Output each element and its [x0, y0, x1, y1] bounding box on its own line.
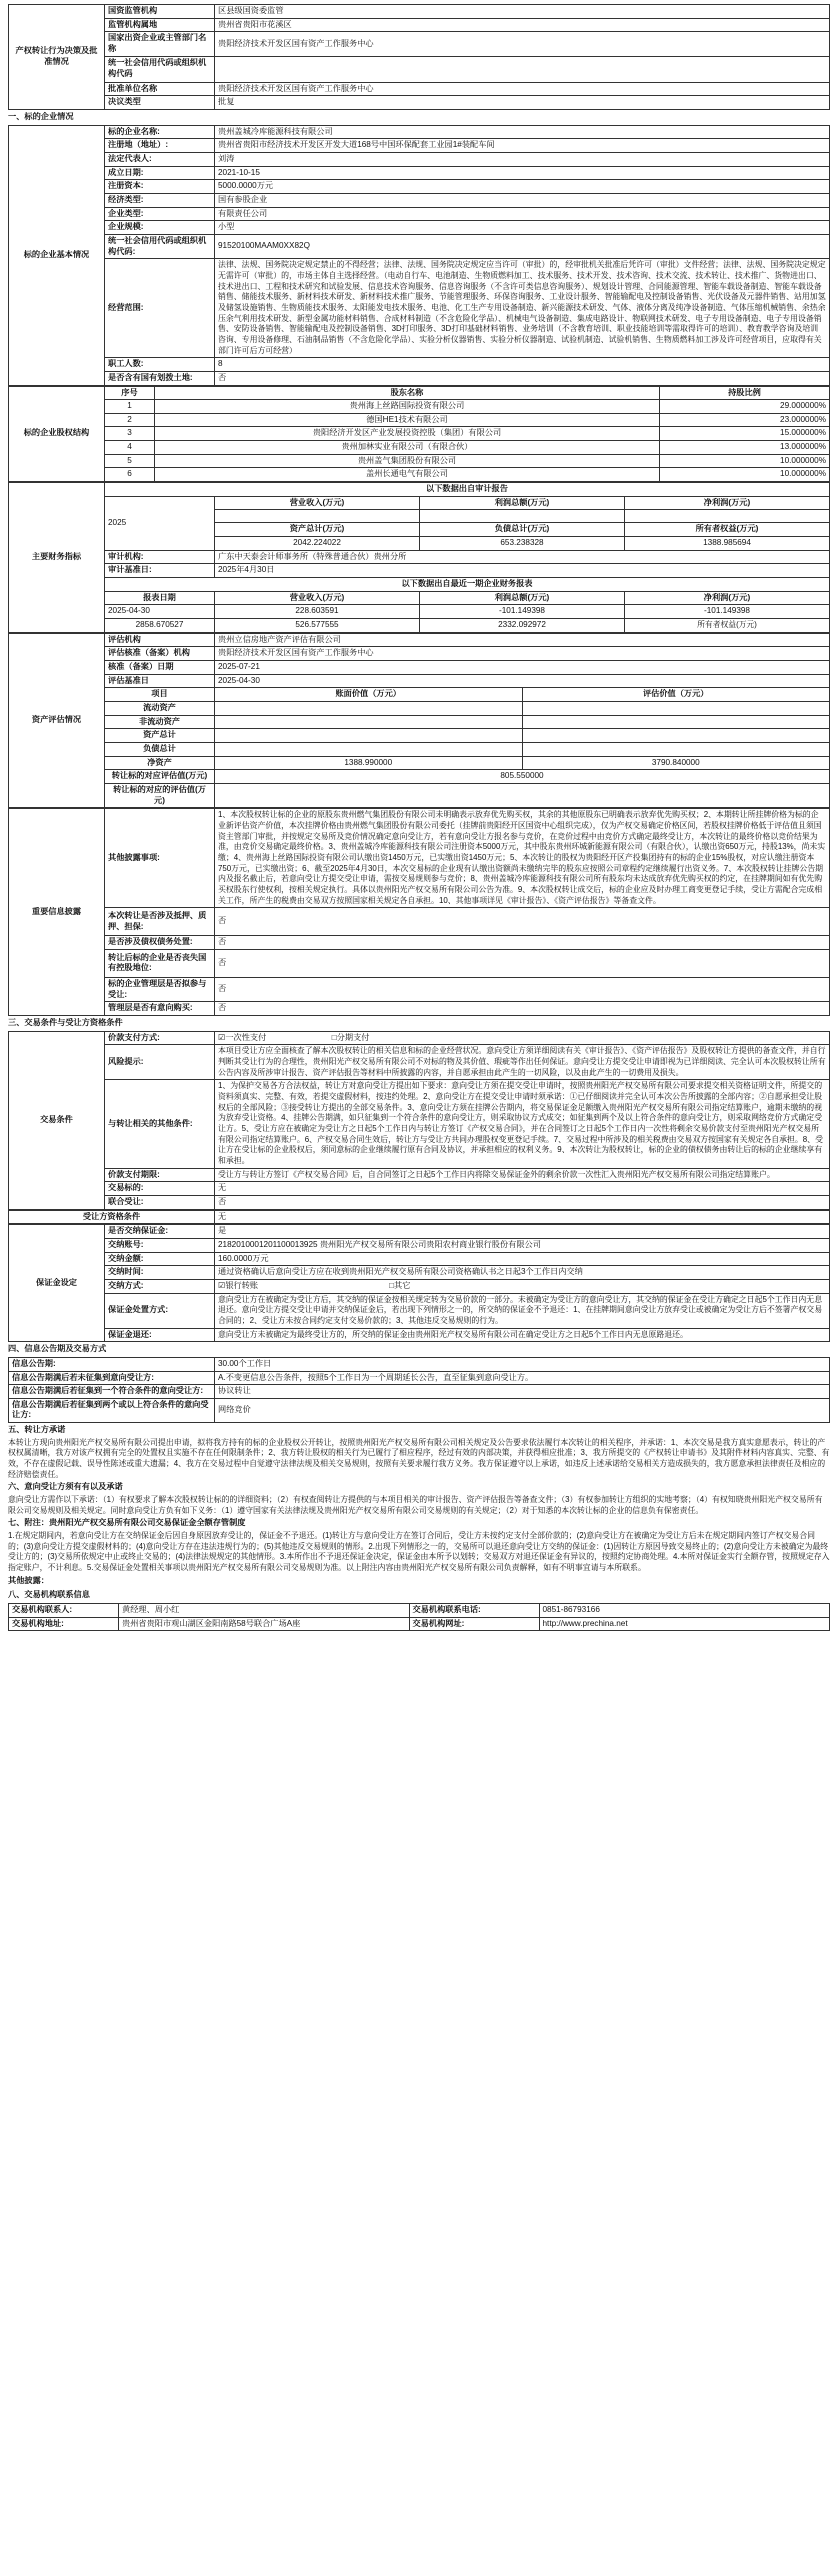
col-header: 所有者权益(万元)	[697, 620, 757, 630]
basic-value: 小型	[215, 221, 830, 235]
fs-revenue: 228.603591	[215, 605, 420, 619]
contact-address: 贵州省贵阳市观山湖区金阳南路58号联合广场A座	[119, 1617, 410, 1631]
qualification-label: 受让方资格条件	[9, 1210, 215, 1224]
valuation-label: 核准（备案）日期	[105, 660, 215, 674]
book-value	[215, 742, 523, 756]
contact-label: 交易机构地址:	[9, 1617, 119, 1631]
contact-person: 黄经理、周小红	[119, 1604, 410, 1618]
qualification-value: 无	[215, 1210, 830, 1224]
conditions-text: 1、为保护交易各方合法权益，转让方对意向受让方提出如下要求：意向受让方须在提交受让申请时，按照贵州阳光产权交易所有限公司要求提交相关资格证明文件，所提交的资料须真实、完整、有效，若提交虚假材料，按违约处理。2、意向受让方在提交受让申请时须承诺：①已仔细阅读并完全认可本次公告所披露的全部内容；②自愿承担受让股权后的全部风险；③接受转让方提出的全部交易条件。3、意向受让方须在挂牌公告期内，将交易保证金足额缴入贵州阳光产权交易所有限公司指定结算账户，逾期未缴纳的视为放弃受让资格。4、挂牌公告期满，如只征集到一个符合条件的意向受让方，则采取协议方式成交；如征集到两个及以上符合条件的意向受让方，则采取网络竞价方式确定受让方。5、受让方应在被确定为受让方之日起5个工作日内与转让方签订《产权交易合同》，并在合同签订之日起5个工作日内一次性将剩余交易价款支付至贵州阳光产权交易所有限公司指定结算账户。6、产权交易合同生效后，转让方与受让方共同办理股权变更登记手续。7、交易过程中所涉及的相关税费由交易双方按国家有关规定各自承担。8、受让方在受让标的企业股权后，须同意标的企业继续履行原有合同及协议，并承担相应的权利义务。9、本次转让为股权转让，标的企业的债权债务由转让后的标的企业继续享有和承担。	[215, 1080, 830, 1168]
holder-no: 4	[105, 441, 155, 455]
holder-no: 1	[105, 400, 155, 414]
valuation-side-label: 资产评估情况	[9, 633, 105, 808]
disclosure-label: 管理层是否有意向购买:	[105, 1002, 215, 1016]
disclosure-value: 否	[215, 977, 830, 1001]
approval-value: 区县级国资委监管	[215, 5, 830, 19]
basic-label: 职工人数:	[105, 358, 215, 372]
holders-side-label: 标的企业股权结构	[9, 386, 105, 482]
info-label: 信息公告期:	[9, 1357, 215, 1371]
basic-label: 标的企业名称:	[105, 125, 215, 139]
info-label: 信息公告期满后若未征集到意向受让方:	[9, 1371, 215, 1385]
basic-value: 2021-10-15	[215, 166, 830, 180]
col-header: 序号	[105, 386, 155, 400]
approval-value: 批复	[215, 96, 830, 110]
info-label: 信息公告期满后若征集到两个或以上符合条件的意向受让方:	[9, 1398, 215, 1422]
info-value: A.不变更信息公告条件，按照5个工作日为一个周期延长公告，直至征集到意向受让方。	[215, 1371, 830, 1385]
valuation-value: 贵州立信房地产资产评估有限公司	[215, 633, 830, 647]
finance-side-label: 主要财务指标	[9, 483, 105, 633]
eval-value	[522, 715, 830, 729]
basic-side-label: 标的企业基本情况	[9, 125, 105, 385]
approval-side-label: 产权转让行为决策及批准情况	[9, 5, 105, 110]
book-value: 1388.990000	[215, 756, 523, 770]
valuation-table	[8, 633, 830, 809]
basic-label: 统一社会信用代码或组织机构代码:	[105, 234, 215, 258]
deposit-rules-text: 1.在规定期间内，若意向受让方在交纳保证金后因自身原因放弃受让的，保证金不予退还。(1)转让方与意向受让方在签订合同后，受让方未按约定支付全部价款的；(2)意向受让方在被确定为受让方后未在规定期间内签订产权交易合同的；(3)意向受让方提交虚假材料的；(4)意向受让方存在违法违规行为的；(5)其他违反交易规则的情形。2.出现下列情形之一的，交易所可以退还意向受让方交纳的保证金：(1)因转让方原因导致交易终止的；(2)意向受让方未被确定为最终受让方的；(3)交易所依规定中止或终止交易的；(4)法律法规规定的其他情形。3.本所作出不予退还保证金决定，保证金由本所予以划转；交易双方对退还保证金有异议的，按照约定协商处理。4.本所对保证金实行全额存管，按照规定存入指定账户，不计利息。5.交易保证金处置相关事项以贵州阳光产权交易所有限公司交易规则为准。以上附注内容由贵州阳光产权交易所有限公司负责解释，如有不明事宜请与本所联系。	[8, 1531, 830, 1573]
deposit-value: 是	[215, 1225, 830, 1239]
approval-label: 批准单位名称	[105, 82, 215, 96]
table-row	[9, 701, 830, 715]
audit-assets: 2042.224022	[215, 537, 420, 551]
audit-date-value: 2025年4月30日	[215, 564, 830, 578]
table-row	[9, 441, 830, 455]
disclosure-value: 否	[215, 1002, 830, 1016]
holder-pct: 10.000000%	[660, 454, 830, 468]
contact-table	[8, 1603, 830, 1631]
qualification-table	[8, 1210, 830, 1225]
trade-value: 否	[215, 1195, 830, 1209]
deposit-time: 通过资格确认后意向受让方应在收到贵州阳光产权交易所有限公司资格确认书之日起3个工作日内交纳	[215, 1266, 830, 1280]
basic-label: 是否含有国有划拨土地:	[105, 371, 215, 385]
info-period-table	[8, 1357, 830, 1423]
holder-no: 2	[105, 413, 155, 427]
table-row	[9, 454, 830, 468]
col-header: 利润总额(万元)	[420, 496, 625, 510]
disclosure-label: 标的企业管理层是否拟参与受让:	[105, 977, 215, 1001]
disclosure-value: 否	[215, 908, 830, 936]
trade-label: 价款支付方式:	[105, 1031, 215, 1045]
disclosure-label: 转让后标的企业是否丧失国有控股地位:	[105, 949, 215, 977]
target-ratio	[215, 783, 830, 807]
valuation-value: 2025-07-21	[215, 660, 830, 674]
target-val-label: 转让标的对应评估值(万元)	[105, 770, 215, 784]
holder-pct: 29.000000%	[660, 400, 830, 414]
valuation-item: 资产总计	[105, 729, 215, 743]
holder-name: 贵州加林实业有限公司（有限合伙）	[155, 441, 660, 455]
table-row	[9, 427, 830, 441]
basic-value: 5000.0000万元	[215, 180, 830, 194]
obligation-text: 意向受让方需作以下承诺：（1）有权要求了解本次股权转让标的的详细资料；（2）有权查阅转让方提供的与本项目相关的审计报告、资产评估报告等备查文件；（3）有权参加转让方组织的实地考察；（4）有权知晓贵州阳光产权交易所有限公司交易规则及相关规定。同时意向受让方负有如下义务：（1）遵守国家有关法律法规及贵州阳光产权交易所有限公司交易规则的有关规定；（2）对于知悉的本次转让标的企业的信息负有保密责任。	[8, 1495, 823, 1515]
valuation-label: 评估核准（备案）机构	[105, 647, 215, 661]
info-value: 网络竞价	[215, 1398, 830, 1422]
deposit-dispose-text: 意向受让方在被确定为受让方后，其交纳的保证金按相关规定转为交易价款的一部分。未被确定为受让方的意向受让方，其交纳的保证金在受让方确定之日起5个工作日内无息退还。意向受让方提交受让申请并交纳保证金后，若出现下列情形之一的，所交纳的保证金不予退还：1、在挂牌期间意向受让方放弃受让或被确定为受让方后不签署产权交易合同的；2、受让方未按合同约定支付交易价款的；3、其他违反交易规则的行为。	[215, 1293, 830, 1328]
approval-label: 国资监管机构	[105, 5, 215, 19]
disclosure-label: 是否涉及债权债务处置:	[105, 936, 215, 950]
col-header: 负债总计(万元)	[420, 523, 625, 537]
deposit-label: 保证金退还:	[105, 1328, 215, 1342]
contact-label: 交易机构联系电话:	[409, 1604, 539, 1618]
section-title: 七、附注：贵州阳光产权交易所有限公司交易保证金全额存管制度	[8, 1518, 246, 1528]
valuation-item: 负债总计	[105, 742, 215, 756]
deposit-table	[8, 1224, 830, 1342]
section-title: 一、标的企业情况	[8, 111, 74, 121]
audit-revenue	[215, 510, 420, 523]
eval-value	[522, 742, 830, 756]
table-row	[9, 468, 830, 482]
valuation-item: 非流动资产	[105, 715, 215, 729]
section-title: 五、转让方承诺	[8, 1425, 66, 1435]
valuation-item: 流动资产	[105, 701, 215, 715]
holder-no: 6	[105, 468, 155, 482]
table-row	[9, 729, 830, 743]
contact-website-link[interactable]: http://www.prechina.net	[539, 1617, 830, 1631]
holder-name: 贵州海上丝路国际投资有限公司	[155, 400, 660, 414]
trade-label: 风险提示:	[105, 1045, 215, 1080]
disclosure-side-label: 重要信息披露	[9, 809, 105, 1016]
book-value	[215, 729, 523, 743]
holder-pct: 10.000000%	[660, 468, 830, 482]
book-value	[215, 715, 523, 729]
info-value: 协议转让	[215, 1385, 830, 1399]
contact-phone: 0851-86793166	[539, 1604, 830, 1618]
trade-label: 价款支付期限:	[105, 1168, 215, 1182]
holder-name: 贵州盖气集团股份有限公司	[155, 454, 660, 468]
audit-year: 2025	[105, 496, 215, 550]
basic-label: 注册地（地址）:	[105, 139, 215, 153]
deposit-label: 交纳方式:	[105, 1279, 215, 1293]
col-header: 净利润(万元)	[625, 591, 830, 605]
holder-pct: 13.000000%	[660, 441, 830, 455]
disclosure-value: 否	[215, 949, 830, 977]
contact-label: 交易机构网址:	[409, 1617, 539, 1631]
basic-value: 贵州盖城冷库能源科技有限公司	[215, 125, 830, 139]
col-header: 评估价值（万元）	[522, 688, 830, 702]
valuation-label: 评估基准日	[105, 674, 215, 688]
holder-name: 德国HE1技术有限公司	[155, 413, 660, 427]
deposit-side-label: 保证金设定	[9, 1225, 105, 1342]
col-header: 股东名称	[155, 386, 660, 400]
valuation-item: 净资产	[105, 756, 215, 770]
valuation-value: 2025-04-30	[215, 674, 830, 688]
audit-profit	[420, 510, 625, 523]
trade-label: 与转让相关的其他条件:	[105, 1080, 215, 1168]
basic-label: 法定代表人:	[105, 152, 215, 166]
deposit-label: 保证金处置方式:	[105, 1293, 215, 1328]
payment-method: ☑一次性支付 □分期支付	[215, 1031, 830, 1045]
disclosure-label: 其他披露事项:	[105, 809, 215, 908]
trade-label: 交易标的:	[105, 1182, 215, 1196]
section-title: 八、交易机构联系信息	[8, 1590, 90, 1600]
basic-label: 企业类型:	[105, 207, 215, 221]
approval-label: 统一社会信用代码或组织机构代码	[105, 56, 215, 82]
col-header: 净利润(万元)	[625, 496, 830, 510]
audit-liabilities: 653.238328	[420, 537, 625, 551]
holder-pct: 23.000000%	[660, 413, 830, 427]
business-scope: 法律、法规、国务院决定规定禁止的不得经营；法律、法规、国务院决定规定应当许可（审批）的，经审批机关批准后凭许可（审批）文件经营；法律、法规、国务院决定规定无需许可（审批）的，市场主体自主选择经营。（电动自行车、电池制造、生物质燃料加工、技术服务、技术开发、技术咨询、技术交流、技术转让、技术推广、货物进出口、技术进出口、工程和技术研究和试验发展、信息技术咨询服务、信息咨询服务（不含许可类信息咨询服务）、规划设计管理、合同能源管理、智能车载设备制造、智能车载设备销售、储能技术服务、新材料技术研发、新材料技术推广服务、节能管理服务、环保咨询服务、工业设计服务、智能输配电及控制设备销售、光伏设备及元器件销售、站用加氢及储氢设施销售、生物质能技术服务、太阳能发电技术服务、电池、化工生产专用设备制造、新兴能源技术研发、气体、液体分离及纯净设备制造、气体压缩机械销售、余热余压余气利用技术研发、新型金属功能材料销售、合成材料制造（不含危险化学品）、机械电气设备制造、集成电路设计、物联网技术研发、电子专用设备制造、电子专用设备销售、安防设备销售、智能输配电及控制设备销售、3D打印服务、3D打印基础材料销售、业务培训（不含教育培训、职业技能培训等需取得许可的培训）、教育教学咨询及培训咨询、专用设备修理、石油制品销售（不含危险化学品）、实验分析仪器销售、实验分析仪器制造、试验机制造、试验机销售、生物质燃料加工涉及许可经营项目，应取得有关部门许可后方可经营）	[215, 259, 830, 358]
approval-label: 国家出资企业或主管部门名称	[105, 32, 215, 56]
col-header: 所有者权益(万元)	[625, 523, 830, 537]
holder-pct: 15.000000%	[660, 427, 830, 441]
approval-table	[8, 4, 830, 110]
basic-info-table	[8, 125, 830, 386]
col-header: 账面价值（万元）	[215, 688, 523, 702]
audit-date-label: 审计基准日:	[105, 564, 215, 578]
basic-label: 成立日期:	[105, 166, 215, 180]
auditor-value: 广东中天泰会计师事务所（特殊普通合伙）贵州分所	[215, 550, 830, 564]
fs-equity: 2332.092972	[420, 619, 625, 633]
book-value	[215, 701, 523, 715]
target-val: 805.550000	[215, 770, 830, 784]
fs-liabilities: 526.577555	[215, 619, 420, 633]
approval-value: 贵阳经济技术开发区国有资产工作服务中心	[215, 32, 830, 56]
basic-label: 注册资本:	[105, 180, 215, 194]
basic-label: 经营范围:	[105, 259, 215, 358]
trade-value: 无	[215, 1182, 830, 1196]
other-info-label: 其他披露：	[8, 1575, 49, 1585]
table-row	[9, 413, 830, 427]
contact-label: 交易机构联系人:	[9, 1604, 119, 1618]
info-value: 30.00个工作日	[215, 1357, 830, 1371]
table-row	[9, 715, 830, 729]
deposit-label: 交纳金额:	[105, 1252, 215, 1266]
basic-value: 否	[215, 371, 830, 385]
col-header: 报表日期	[105, 591, 215, 605]
table-row	[9, 756, 830, 770]
col-header: 资产总计(万元)	[215, 523, 420, 537]
table-row	[9, 400, 830, 414]
basic-value: 贵州省贵阳市经济技术开发区开发大道168号中国环保配套工业园1#装配车间	[215, 139, 830, 153]
document	[8, 4, 830, 1631]
approval-value: 贵州省贵阳市花溪区	[215, 18, 830, 32]
holder-no: 3	[105, 427, 155, 441]
deposit-account: 2182010001201100013925 贵州阳光产权交易所有限公司贵阳农村商业银行股份有限公司	[215, 1238, 830, 1252]
deadline-text: 受让方与转让方签订《产权交易合同》后，自合同签订之日起5个工作日内将除交易保证金外的剩余价款一次性汇入贵州阳光产权交易所有限公司指定结算账户。	[215, 1168, 830, 1182]
col-header: 营业收入(万元)	[215, 496, 420, 510]
deposit-label: 是否交纳保证金:	[105, 1225, 215, 1239]
fs-title: 以下数据出自最近一期企业财务报表	[105, 578, 830, 592]
fs-date: 2025-04-30	[105, 605, 215, 619]
valuation-value: 贵阳经济技术开发区国有资产工作服务中心	[215, 647, 830, 661]
valuation-label: 评估机构	[105, 633, 215, 647]
table-row	[9, 742, 830, 756]
eval-value: 3790.840000	[522, 756, 830, 770]
target-ratio-label: 转让标的对应的评估值(万元)	[105, 783, 215, 807]
deposit-amount: 160.0000万元	[215, 1252, 830, 1266]
deposit-refund-text: 意向受让方未被确定为最终受让方的，所交纳的保证金由贵州阳光产权交易所有限公司在确定受让方之日起5个工作日内无息原路退还。	[215, 1328, 830, 1342]
trade-table	[8, 1031, 830, 1210]
col-header: 项目	[105, 688, 215, 702]
audit-equity: 1388.985694	[625, 537, 830, 551]
basic-value: 刘涛	[215, 152, 830, 166]
approval-value	[215, 56, 830, 82]
deposit-label: 交纳时间:	[105, 1266, 215, 1280]
trade-label: 联合受让:	[105, 1195, 215, 1209]
section-title: 六、意向受让方须有有以及承诺	[8, 1482, 123, 1492]
shareholder-table	[8, 386, 830, 483]
col-header: 利润总额(万元)	[420, 591, 625, 605]
holder-no: 5	[105, 454, 155, 468]
deposit-label: 交纳账号:	[105, 1238, 215, 1252]
approval-label: 监管机构属地	[105, 18, 215, 32]
basic-value: 国有参股企业	[215, 193, 830, 207]
deposit-method: ☑银行转账 □其它	[215, 1279, 830, 1293]
section-title: 三、交易条件与受让方资格条件	[8, 1017, 123, 1027]
finance-table	[8, 482, 830, 633]
basic-label: 经济类型:	[105, 193, 215, 207]
approval-label: 决议类型	[105, 96, 215, 110]
audit-net	[625, 510, 830, 523]
disclosure-text: 1、本次股权转让标的企业的原股东贵州燃气集团股份有限公司未明确表示放弃优先购买权，其余的其他原股东已明确表示放弃优先购买权；2、本期转让所挂牌价格为标的企业新评估资产价值，本次挂牌价格由贵州燃气集团股份有限公司委托（挂牌前贵阳经开区国资中心组织完成），仅为产权交易确定价格区间，若股权挂牌价格低于评估值且须国资主管部门审批，并按规定交易所及竞价情况确定意向受让方，若有意向受让方报名参与竞价，在竞价过程中由竞价方式确定最终受让方，本次转让的最终价格以竞价结果为准，由竞价交易确定最终价格。3、贵州盖城冷库能源科技有限公司注册资本5000万元，其中股东贵州环城新能源有限公司（有限合伙），认缴出资650万元，持股13%，尚未实缴；4、贵州海上丝路国际投资有限公司认缴出资1450万元，已实缴出资1450万元；5、本次转让的股权为贵阳经开区产投集团持有的标的企业15%股权，对应认缴注册资本750万元，已实缴出资；6、截至2025年4月30日，本次交易标的企业现有认缴出资额尚未缴纳完毕的股东应按照公司章程约定继续履行出资义务。7、本次股权转让挂牌公告期内及报名截止后，若意向受让方提交受让申请，需按交易规则参与竞价；8、贵州盖城冷库能源科技有限公司所有股东均未达成放弃优先购买权的约定，在挂牌期间如有优先购买权股东行使权利，按相关规定执行。具体以贵州阳光产权交易所有限公司公告为准。9、本次股权转让成交后，标的企业应及时办理工商变更登记手续，受让方需配合完成相关工作，所产生的税费由交易双方按照国家相关规定各自承担。10、其他事项详见《审计报告》、《资产评估报告》等备查文件。	[215, 809, 830, 908]
col-header: 营业收入(万元)	[215, 591, 420, 605]
fs-assets: 2858.670527	[105, 619, 215, 633]
disclosure-table	[8, 808, 830, 1016]
audit-title: 以下数据出自审计报告	[105, 483, 830, 497]
info-label: 信息公告期满后若征集到一个符合条件的意向受让方:	[9, 1385, 215, 1399]
risk-text: 本项目受让方应全面核查了解本次股权转让的相关信息和标的企业经营状况。意向受让方须详细阅读有关《审计报告》、《资产评估报告》及股权转让方提供的备查文件，并自行判断其受让行为的合理性，贵州阳光产权交易所有限公司不对标的物及其价值、瑕疵等作出任何保证。意向受让方提交受让申请即视为已详细阅读、完全认可本次股权转让所有公告内容及所涉审计报告、资产评估报告等材料中所披露的内容，并自愿承担由此产生的一切风险，以及由此产生的一切费用及损失。	[215, 1045, 830, 1080]
basic-value: 91520100MAAM0XX82Q	[215, 234, 830, 258]
promise-text: 本转让方现向贵州阳光产权交易所有限公司提出申请，拟将我方持有的标的企业股权公开转让，按照贵州阳光产权交易所有限公司相关规定及公告要求依法履行本次转让的相关程序，并承诺：1、本次交易是我方真实意愿表示，转让的产权权属清晰，我方对该产权拥有完全的处置权且实施不存在任何限制条件；2、我方转让股权的相关行为已履行了相应程序，经过有效的内部决策，并获得相应批准；3、我方所提交的《产权转让申请书》及其附件材料内容真实、完整、有效，不存在虚假记载、误导性陈述或重大遗漏；4、我方在交易过程中自觉遵守法律法规及相关交易规则，按照有关要求履行我方义务。我方保证遵守以上承诺，如违反上述承诺给交易相关方造成损失的，我方愿意承担法律责任及相应的经济赔偿责任。	[8, 1437, 830, 1479]
section-title: 四、信息公告期及交易方式	[8, 1344, 107, 1354]
col-header: 持股比例	[660, 386, 830, 400]
eval-value	[522, 701, 830, 715]
holder-name: 贵阳经济开发区产业发展投资控股（集团）有限公司	[155, 427, 660, 441]
basic-value: 8	[215, 358, 830, 372]
holder-name: 盖州长通电气有限公司	[155, 468, 660, 482]
trade-side-label: 交易条件	[9, 1031, 105, 1209]
disclosure-value: 否	[215, 936, 830, 950]
approval-value: 贵阳经济技术开发区国有资产工作服务中心	[215, 82, 830, 96]
fs-profit: -101.149398	[420, 605, 625, 619]
fs-net: -101.149398	[625, 605, 830, 619]
disclosure-label: 本次转让是否涉及抵押、质押、担保:	[105, 908, 215, 936]
eval-value	[522, 729, 830, 743]
auditor-label: 审计机构:	[105, 550, 215, 564]
basic-value: 有限责任公司	[215, 207, 830, 221]
basic-label: 企业规模:	[105, 221, 215, 235]
